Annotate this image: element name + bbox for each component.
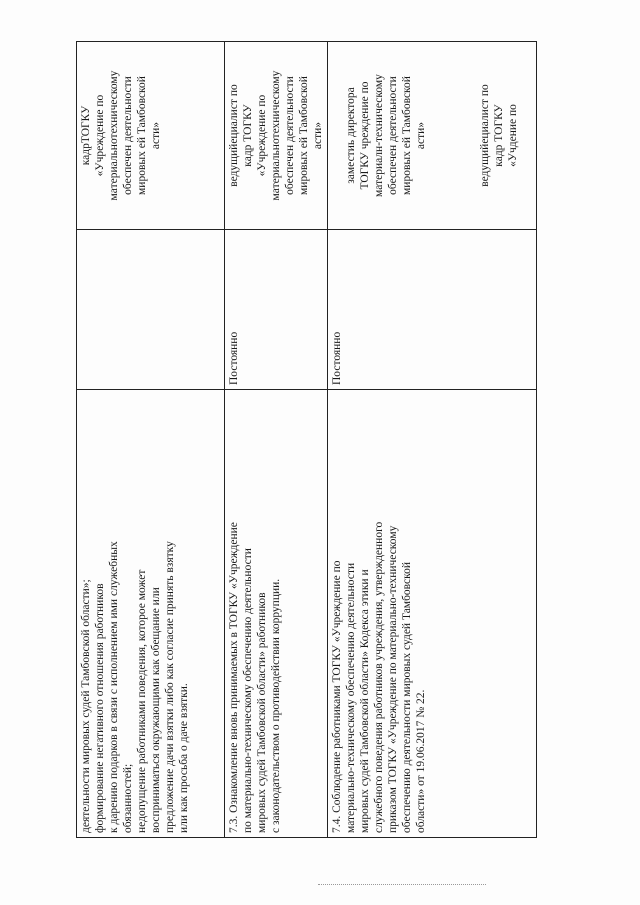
term-cell: Постоянно <box>225 230 328 390</box>
table-row <box>328 42 537 838</box>
term-cell <box>77 230 225 390</box>
responsible-cell <box>328 42 537 230</box>
responsible-hr-specialist: ведущийециалист по кадр ТОГКУ «Учдение по <box>479 84 519 187</box>
scan-footer-marks <box>318 884 486 887</box>
table-row <box>77 42 225 838</box>
responsible-cell: ведущийециалист по кадр ТОГКУ «Учреждение по материальнотехническому обеспечен деятельности мировых ей Тамбовской асти» <box>225 42 328 230</box>
measure-cell: 7.3. Ознакомление вновь принимаемых в ТОГКУ «Учреждение по материально-техническому обеспечению деятельности мировых судей Тамбовской области» работников с законодательством о противодействии коррупции. <box>225 390 328 838</box>
measure-cell: деятельности мировых судей Тамбовской области»; формирование негативного отношения работников к дарению подарков в связи с исполнением ими служебных обязанностей; недопущение работниками поведения, которое может восприниматься окружающими как обещание или предложение дачи взятки либо как согласие принять взятку или как просьба о даче взятки. <box>77 390 225 838</box>
responsible-deputy-director: заместиь директора ТОГКУ чреждение по материалн-техническому обеспечен деятельности мировых ей Тамбовской асти» <box>345 74 427 197</box>
measure-cell: 7.4. Соблюдение работниками ТОГКУ «Учреждение по материально-техническому обеспечению деятельности мировых судей Тамбовской области» Кодекса этики и служебного поведения работников учреждения, утвержденного приказом ТОГКУ «Учреждение по материально-техническому обеспечению деятельности мировых судей Тамбовской области» от 19.06.2017 № 22. <box>328 390 537 838</box>
anticorruption-plan-table <box>76 41 537 838</box>
rotated-page-content <box>76 42 519 838</box>
table-row <box>225 42 328 838</box>
term-cell: Постоянно <box>328 230 537 390</box>
responsible-cell: кадрТОГКУ «Учреждение по материальнотехническому обеспечен деятельности мировых ей Тамбовской асти» <box>77 42 225 230</box>
spacer <box>442 46 464 225</box>
